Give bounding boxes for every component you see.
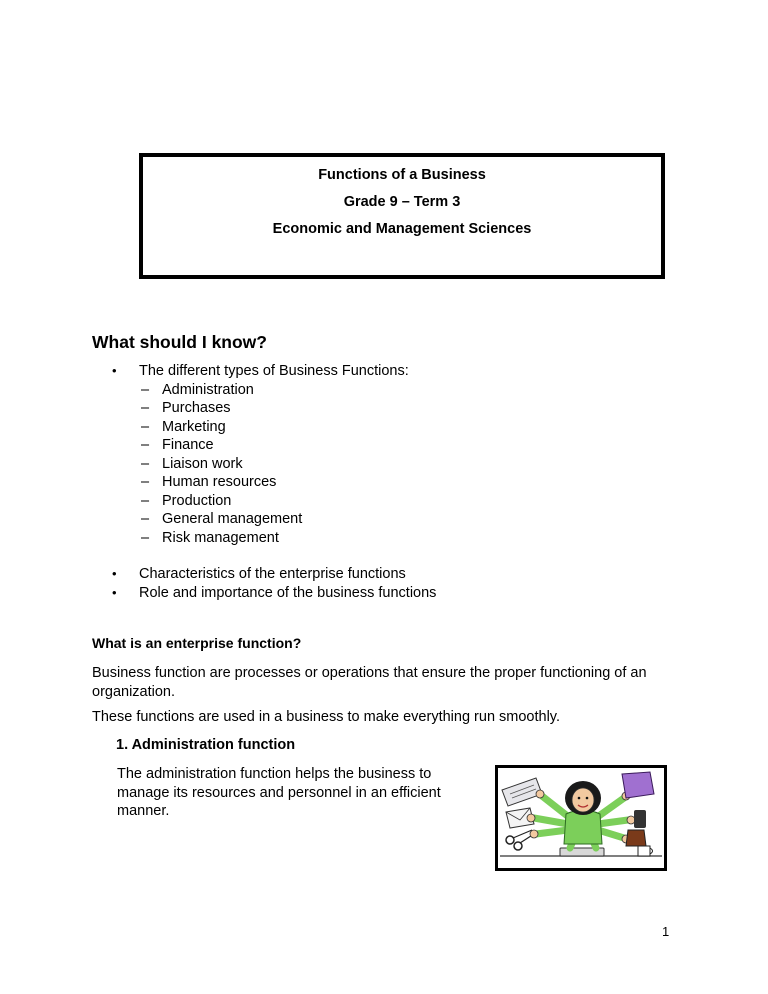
sub-list-item (139, 381, 409, 400)
bullet-icon: • (112, 363, 117, 378)
sub-list-item-text: Human resources (162, 474, 277, 490)
dash-icon: – (141, 381, 150, 398)
list-item (112, 584, 436, 603)
dash-icon: – (141, 437, 150, 453)
dash-icon: – (141, 511, 150, 527)
face (572, 788, 594, 812)
list-item-text: Characteristics of the enterprise functions (139, 566, 406, 582)
dash-icon: – (141, 529, 150, 546)
sub-list-item-text: Finance (162, 437, 214, 453)
sub-list-item-text: General management (162, 511, 303, 527)
definition-paragraph: Business function are processes or operations that ensure the proper functioning of an organization. (92, 665, 647, 700)
bullet-icon: • (112, 584, 117, 600)
sub-list-item-text: Risk management (162, 529, 279, 546)
sub-list-item (139, 436, 409, 455)
purpose-paragraph: These functions are used in a business to make everything run smoothly. (92, 709, 561, 725)
sub-list-item-text: Marketing (162, 418, 226, 435)
section-heading: What should I know? (92, 332, 267, 352)
papers-icon (502, 778, 542, 806)
list-item (112, 565, 436, 584)
sub-list-item-text: Production (162, 492, 232, 509)
dash-icon: – (141, 418, 150, 435)
list-item (112, 362, 409, 381)
dash-icon: – (141, 474, 150, 490)
document-title: Functions of a Business (318, 167, 486, 183)
enterprise-function-heading: What is an enterprise function? (92, 635, 302, 651)
dash-icon: – (141, 492, 150, 509)
phone-icon (634, 810, 646, 828)
sub-list-item-text: Purchases (162, 400, 231, 416)
administration-heading: 1. Administration function (116, 737, 296, 753)
scissors-icon (506, 836, 514, 844)
title-box (139, 153, 665, 279)
sub-list-item (139, 473, 409, 492)
cup-icon (638, 846, 650, 856)
torso (564, 810, 602, 844)
knowledge-list-continued (112, 565, 436, 602)
sub-list-item (139, 418, 409, 437)
multitasking-woman-illustration (495, 765, 667, 871)
sub-list-item (139, 529, 409, 548)
grade-term: Grade 9 – Term 3 (343, 194, 461, 210)
dash-icon: – (141, 400, 150, 416)
coffee-pot-icon (626, 830, 646, 846)
list-item-text: Role and importance of the business functions (139, 584, 437, 601)
sub-list-item (139, 492, 409, 511)
sub-list-item (139, 399, 409, 418)
subject-name: Economic and Management Sciences (272, 221, 532, 237)
page-number: 1 (662, 924, 670, 939)
sub-list-item (139, 455, 409, 474)
sub-list-item (139, 510, 409, 529)
administration-text: The administration function helps the business to manage its resources and personnel in an efficient manner. (117, 766, 441, 819)
knowledge-list (112, 362, 409, 547)
sub-list-item-text: Administration (162, 381, 254, 398)
business-functions-list (139, 381, 409, 548)
bullet-icon: • (112, 566, 117, 581)
list-item-text: The different types of Business Functions: (139, 363, 409, 379)
binder-icon (622, 772, 654, 798)
sub-list-item-text: Liaison work (162, 455, 243, 472)
dash-icon: – (141, 455, 150, 472)
illustration-svg (498, 768, 664, 868)
